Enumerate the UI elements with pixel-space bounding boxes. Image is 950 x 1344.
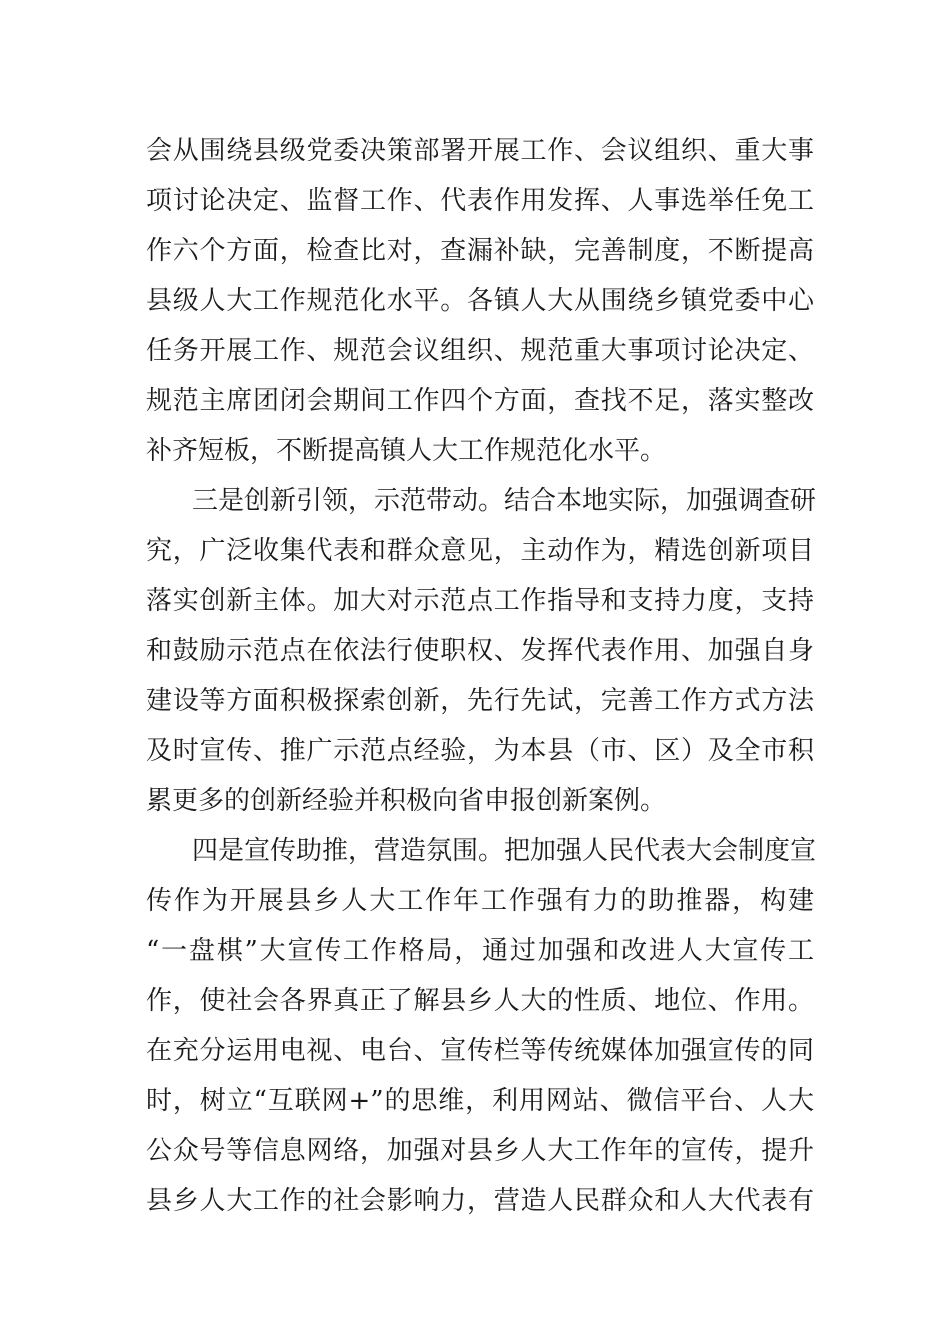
paragraph-continuation <box>146 126 814 476</box>
text-line: “一盘棋”大宣传工作格局，通过加强和改进人大宣传工 <box>146 936 814 966</box>
text-line: 累更多的创新经验并积极向省申报创新案例。 <box>146 786 667 816</box>
text-line: 作，使社会各界真正了解县乡人大的性质、地位、作用。 <box>146 986 814 1016</box>
text-line: 传作为开展县乡人大工作年工作强有力的助推器，构建 <box>146 886 814 916</box>
text-line: 三是创新引领，示范带动。结合本地实际，加强调查研 <box>192 486 817 516</box>
text-line: 县乡人大工作的社会影响力，营造人民群众和人大代表有 <box>146 1186 814 1216</box>
text-line: 四是宣传助推，营造氛围。把加强人民代表大会制度宣 <box>192 836 817 866</box>
text-line: 项讨论决定、监督工作、代表作用发挥、人事选举任免工 <box>146 186 814 216</box>
text-line: 在充分运用电视、电台、宣传栏等传统媒体加强宣传的同 <box>146 1036 814 1066</box>
text-line: 和鼓励示范点在依法行使职权、发挥代表作用、加强自身 <box>146 636 814 666</box>
text-line: 建设等方面积极探索创新，先行先试，完善工作方式方法 <box>146 686 814 716</box>
text-line: 及时宣传、推广示范点经验，为本县（市、区）及全市积 <box>146 736 814 766</box>
text-line: 任务开展工作、规范会议组织、规范重大事项讨论决定、 <box>146 336 814 366</box>
text-line: 会从围绕县级党委决策部署开展工作、会议组织、重大事 <box>146 136 814 166</box>
text-line: 公众号等信息网络，加强对县乡人大工作年的宣传，提升 <box>146 1136 814 1166</box>
paragraph-publicity <box>146 826 817 1226</box>
text-line: 究，广泛收集代表和群众意见，主动作为，精选创新项目 <box>146 536 814 566</box>
text-line: 县级人大工作规范化水平。各镇人大从围绕乡镇党委中心 <box>146 286 814 316</box>
text-line: 规范主席团闭会期间工作四个方面，查找不足，落实整改 <box>146 386 814 416</box>
document-body <box>146 126 817 1226</box>
text-line: 时，树立“互联网+”的思维，利用网站、微信平台、人大 <box>146 1086 814 1116</box>
text-line: 作六个方面，检查比对，查漏补缺，完善制度，不断提高 <box>146 236 814 266</box>
text-line: 落实创新主体。加大对示范点工作指导和支持力度，支持 <box>146 586 814 616</box>
text-line: 补齐短板，不断提高镇人大工作规范化水平。 <box>146 436 667 466</box>
paragraph-innovation <box>146 476 817 826</box>
